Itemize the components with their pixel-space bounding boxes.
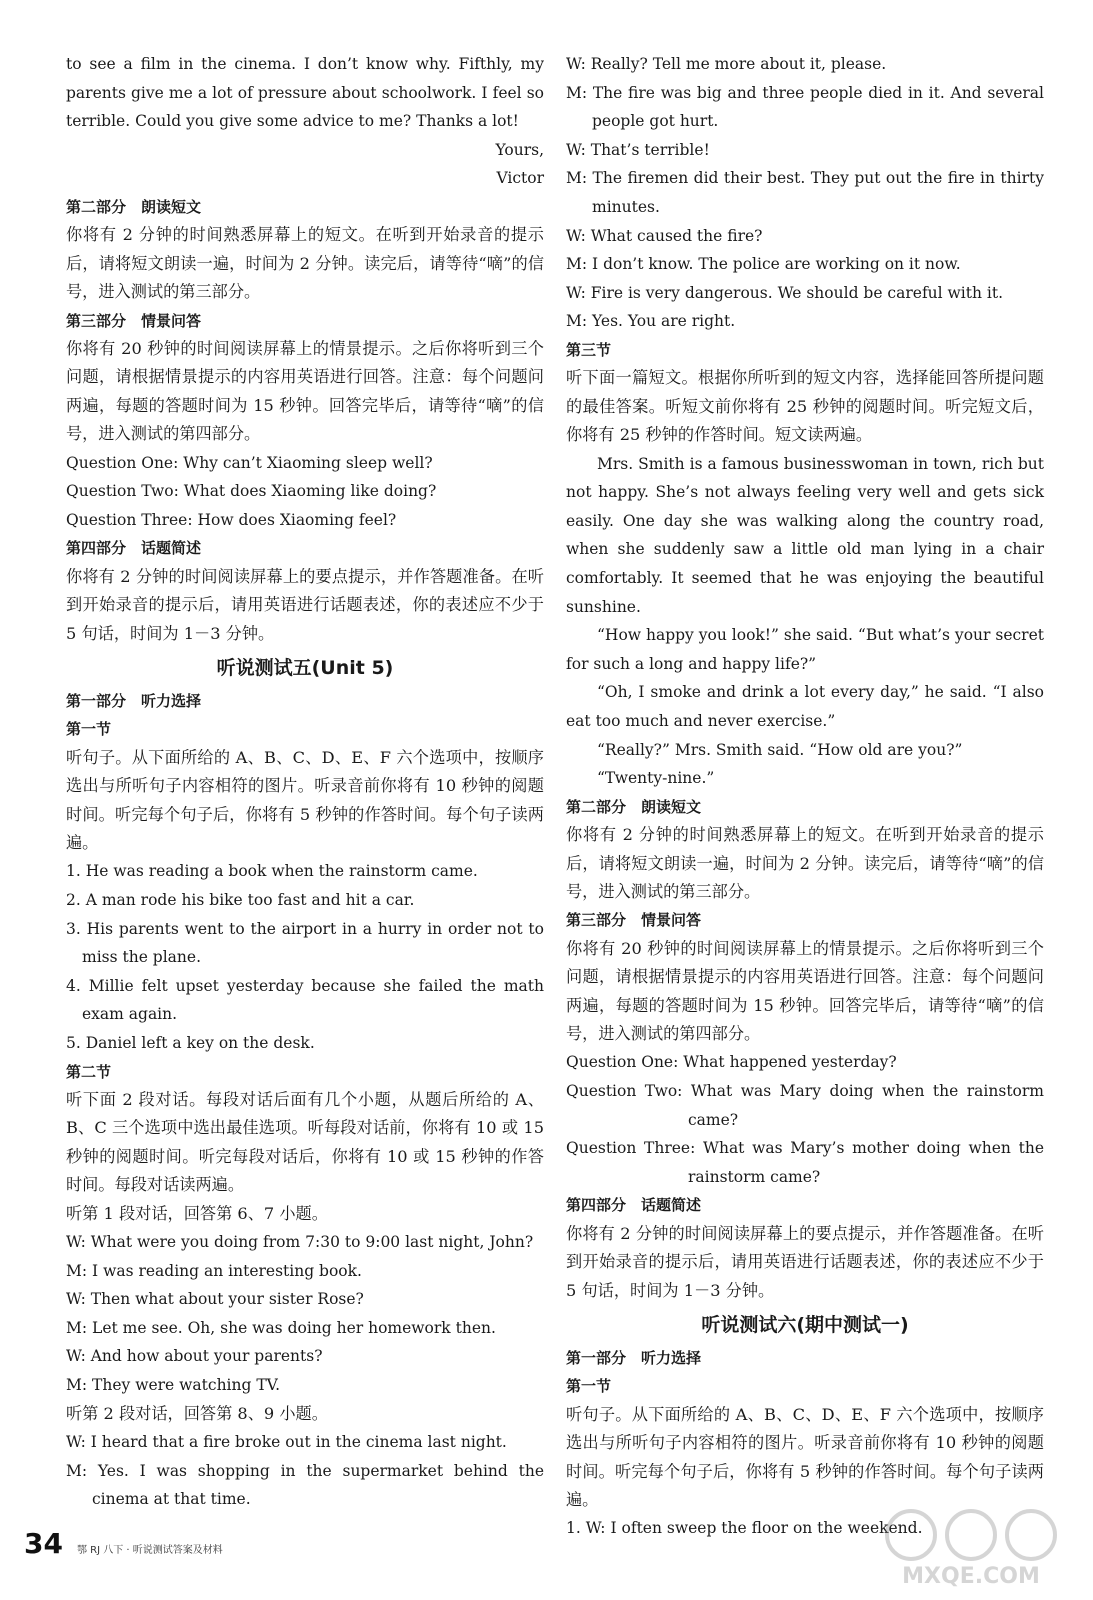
- left-para-31: W: I heard that a fire broke out in the cinema last night.: [66, 1433, 507, 1452]
- right-para-7: M: Yes. You are right.: [566, 312, 736, 331]
- left-para-18: 3. His parents went to the airport in a hurry in order not to miss the plane.: [66, 919, 544, 967]
- right-para-24: 听说测试六(期中测试一): [701, 1313, 909, 1336]
- left-para-14: 第一节: [66, 720, 112, 739]
- right-para-13: “Really?” Mrs. Smith said. “How old are you?”: [597, 740, 963, 759]
- right-para-0: W: Really? Tell me more about it, please.: [566, 55, 887, 73]
- left-para-15: 听句子。从下面所给的 A、B、C、D、E、F 六个选项中，按顺序选出与所听句子内容相符的图片。听录音前你将有 10 秒钟的阅题时间。听完每个句子后，你将有 5 秒钟的作答时间。每个句子读两遍。: [66, 747, 544, 853]
- right-para-22: 第四部分 话题简述: [566, 1196, 702, 1215]
- right-para-27: 听句子。从下面所给的 A、B、C、D、E、F 六个选项中，按顺序选出与所听句子内容相符的图片。听录音前你将有 10 秒钟的阅题时间。听完每个句子后，你将有 5 秒钟的作答时间。每个句子读两遍。: [566, 1404, 1044, 1509]
- left-para-17: 2. A man rode his bike too fast and hit a car.: [66, 891, 415, 910]
- left-para-28: W: And how about your parents?: [66, 1347, 323, 1366]
- right-para-9: 听下面一篇短文。根据你所听到的短文内容，选择能回答所提问题的最佳答案。听短文前你将有 25 秒钟的阅题时间。听完短文后，你将有 25 秒钟的作答时间。短文读两遍。: [566, 368, 1044, 445]
- watermark-text: MXQE.COM: [902, 1564, 1040, 1589]
- right-para-1: M: The fire was big and three people died in it. And several people got hurt.: [566, 83, 1044, 131]
- left-para-29: M: They were watching TV.: [66, 1376, 281, 1395]
- left-para-16: 1. He was reading a book when the rainstorm came.: [66, 862, 478, 881]
- right-para-11: “How happy you look!” she said. “But what’s your secret for such a long and happy life?”: [566, 626, 1044, 673]
- page-footer: [24, 1527, 223, 1560]
- right-para-17: 第三部分 情景问答: [566, 911, 702, 930]
- page-number: 34: [24, 1527, 63, 1560]
- right-para-18: 你将有 20 秒钟的时间阅读屏幕上的情景提示。之后你将听到三个问题，请根据情景提示的内容用英语进行回答。注意：每个问题问两遍，每题的答题时间为 15 秒钟。回答完毕后，请等待“嘀”的信号，进入测试的第四部分。: [566, 938, 1044, 1043]
- right-para-2: W: That’s terrible!: [566, 140, 710, 159]
- right-para-19: Question One: What happened yesterday?: [566, 1053, 897, 1072]
- right-para-26: 第一节: [566, 1377, 612, 1396]
- footer-text: 鄂 RJ 八下 · 听说测试答案及材料: [76, 1545, 223, 1556]
- left-para-26: W: Then what about your sister Rose?: [66, 1290, 364, 1309]
- right-para-5: M: I don’t know. The police are working on it now.: [566, 255, 961, 274]
- right-column: [566, 50, 1044, 1543]
- left-para-0: to see a film in the cinema. I don’t know why. Fifthly, my parents give me a lot of pressure about schoolwork. I feel so terrible. Could you give some advice to me? Thanks a lot!: [66, 55, 544, 131]
- right-para-10: Mrs. Smith is a famous businesswoman in town, rich but not happy. She’s not always feeling very well and gets sick easily. One day she was walking along the country road, when she suddenly saw a little old man lying in a chair comfortably. It seemed that he was enjoying the beautiful sunshine.: [566, 454, 1044, 616]
- right-para-25: 第一部分 听力选择: [566, 1348, 702, 1367]
- left-para-20: 5. Daniel left a key on the desk.: [66, 1034, 315, 1053]
- right-para-23: 你将有 2 分钟的时间阅读屏幕上的要点提示，并作答题准备。在听到开始录音的提示后，请用英语进行话题表述，你的表述应不少于 5 句话，时间为 1－3 分钟。: [566, 1223, 1044, 1300]
- left-para-19: 4. Millie felt upset yesterday because she failed the math exam again.: [66, 976, 544, 1024]
- left-para-5: 第三部分 情景问答: [66, 311, 202, 330]
- right-para-20: Question Two: What was Mary doing when the rainstorm came?: [566, 1081, 1044, 1129]
- right-para-16: 你将有 2 分钟的时间熟悉屏幕上的短文。在听到开始录音的提示后，请将短文朗读一遍，时间为 2 分钟。读完后，请等待“嘀”的信号，进入测试的第三部分。: [566, 825, 1044, 901]
- right-para-12: “Oh, I smoke and drink a lot every day,” he said. “I also eat too much and never exercise.”: [566, 683, 1044, 730]
- left-para-30: 听第 2 段对话，回答第 8、9 小题。: [66, 1403, 328, 1423]
- left-para-8: Question Two: What does Xiaoming like doing?: [66, 482, 437, 501]
- right-para-4: W: What caused the fire?: [566, 226, 763, 245]
- left-para-2: Victor: [496, 169, 544, 188]
- left-column: [66, 50, 544, 1514]
- left-para-13: 第一部分 听力选择: [66, 692, 202, 711]
- left-para-7: Question One: Why can’t Xiaoming sleep well?: [66, 453, 433, 472]
- right-para-15: 第二部分 朗读短文: [566, 797, 702, 816]
- left-para-27: M: Let me see. Oh, she was doing her homework then.: [66, 1318, 496, 1337]
- left-para-3: 第二部分 朗读短文: [66, 197, 202, 216]
- right-para-6: W: Fire is very dangerous. We should be careful with it.: [566, 283, 1004, 302]
- left-para-4: 你将有 2 分钟的时间熟悉屏幕上的短文。在听到开始录音的提示后，请将短文朗读一遍，时间为 2 分钟。读完后，请等待“嘀”的信号，进入测试的第三部分。: [66, 225, 544, 302]
- left-para-10: 第四部分 话题简述: [66, 539, 202, 558]
- left-para-1: Yours,: [495, 140, 544, 159]
- left-para-24: W: What were you doing from 7:30 to 9:00 last night, John?: [66, 1233, 534, 1252]
- right-para-28: 1. W: I often sweep the floor on the weekend.: [566, 1519, 923, 1538]
- left-para-21: 第二节: [66, 1062, 112, 1081]
- left-para-22: 听下面 2 段对话。每段对话后面有几个小题，从题后所给的 A、B、C 三个选项中选出最佳选项。听每段对话前，你将有 10 或 15 秒钟的阅题时间。听完每段对话后，你将有 10 或 15 秒钟的作答时间。每段对话读两遍。: [66, 1090, 544, 1195]
- left-para-11: 你将有 2 分钟的时间阅读屏幕上的要点提示，并作答题准备。在听到开始录音的提示后，请用英语进行话题表述，你的表述应不少于 5 句话，时间为 1－3 分钟。: [66, 566, 544, 643]
- right-para-8: 第三节: [566, 340, 612, 359]
- right-para-14: “Twenty-nine.”: [597, 769, 715, 788]
- left-para-23: 听第 1 段对话，回答第 6、7 小题。: [66, 1203, 328, 1223]
- right-para-3: M: The firemen did their best. They put out the fire in thirty minutes.: [566, 169, 1044, 216]
- left-para-9: Question Three: How does Xiaoming feel?: [66, 510, 397, 529]
- left-para-12: 听说测试五(Unit 5): [216, 657, 394, 680]
- left-para-6: 你将有 20 秒钟的时间阅读屏幕上的情景提示。之后你将听到三个问题，请根据情景提示的内容用英语进行回答。注意：每个问题问两遍，每题的答题时间为 15 秒钟。回答完毕后，请等待“嘀”的信号，进入测试的第四部分。: [66, 339, 544, 444]
- left-para-32: M: Yes. I was shopping in the supermarket behind the cinema at that time.: [66, 1461, 544, 1509]
- right-para-21: Question Three: What was Mary’s mother doing when the rainstorm came?: [566, 1139, 1044, 1186]
- left-para-25: M: I was reading an interesting book.: [66, 1261, 362, 1280]
- watermark-logo: [871, 1505, 1071, 1590]
